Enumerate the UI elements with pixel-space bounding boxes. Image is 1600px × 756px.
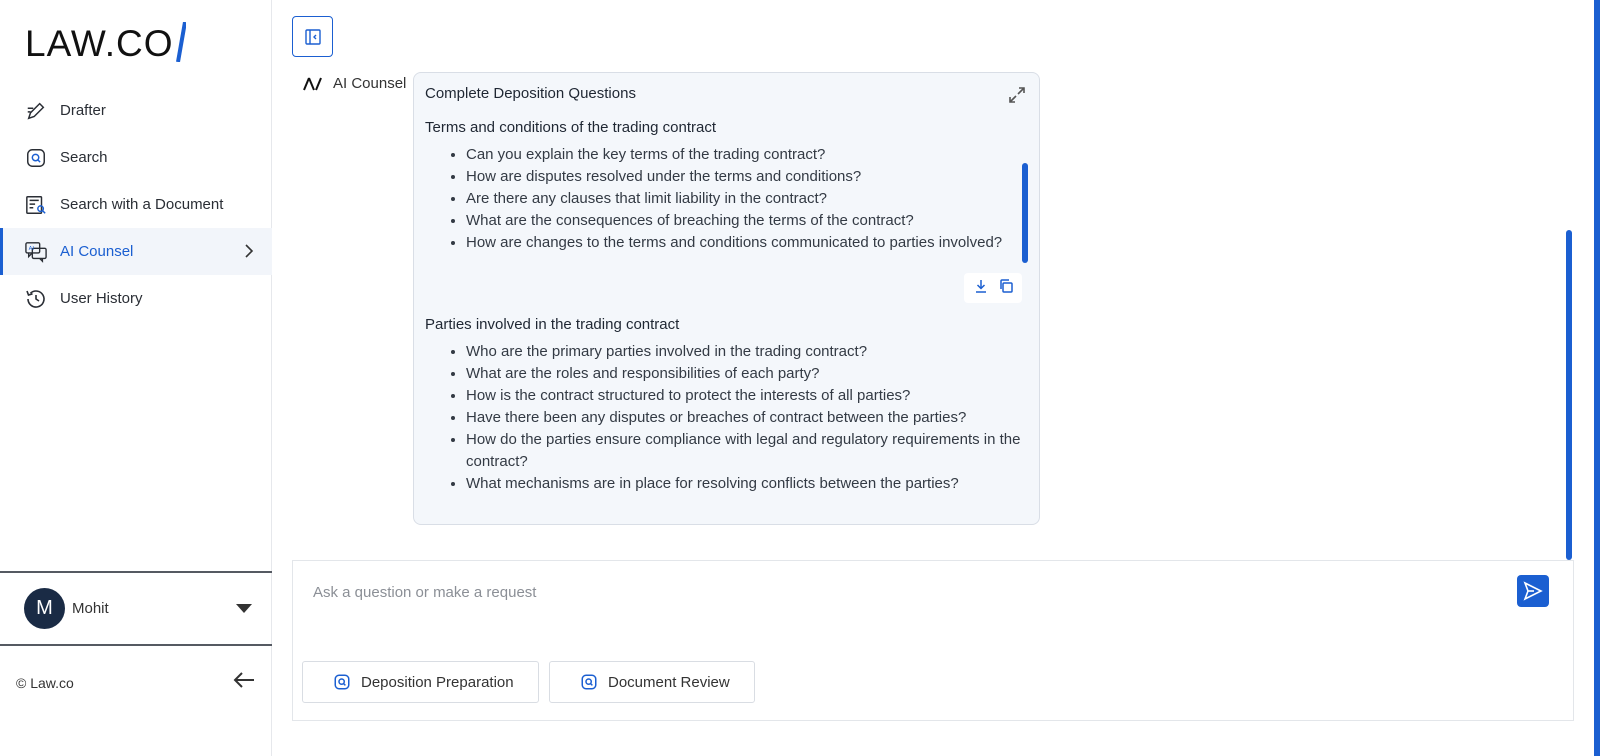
chip-document-review[interactable] — [549, 661, 755, 703]
list-item: • Who are the primary parties involved in the trading contract? — [466, 341, 1026, 363]
sidebar-item-label: Search with a Document — [60, 196, 224, 213]
prompt-input[interactable] — [313, 581, 1463, 603]
composer — [292, 560, 1574, 721]
list-item: • Are there any clauses that limit liability in the contract? — [466, 188, 1039, 210]
logo[interactable] — [25, 20, 186, 62]
logo-slash-icon — [176, 22, 186, 62]
ai-counsel-logo-icon — [303, 74, 323, 92]
list-item: • How is the contract structured to protect the interests of all parties? — [466, 385, 1026, 407]
chip-label: Document Review — [608, 673, 730, 691]
list-item: • What mechanisms are in place for resolving conflicts between the parties? — [466, 473, 1026, 495]
user-menu[interactable] — [0, 571, 272, 646]
logo-text: LAW.CO — [25, 23, 174, 64]
history-icon — [24, 287, 48, 311]
pen-icon — [24, 99, 48, 123]
question-list — [466, 341, 1026, 495]
document-search-icon — [24, 193, 48, 217]
caret-down-icon[interactable] — [236, 604, 252, 613]
section-parties — [414, 316, 1039, 495]
page-scrollbar[interactable] — [1566, 230, 1572, 560]
sidebar-item-label: Drafter — [60, 102, 106, 119]
sidebar-item-drafter[interactable] — [0, 87, 272, 134]
list-item: • Have there been any disputes or breaches of contract between the parties? — [466, 407, 1026, 429]
sidebar-item-label: Search — [60, 149, 108, 166]
list-item: • How are changes to the terms and conditions communicated to parties involved? — [466, 232, 1039, 254]
panel-collapse-icon — [304, 28, 322, 46]
bot-name: AI Counsel — [333, 74, 407, 92]
sidebar-item-search-with-document[interactable] — [0, 181, 272, 228]
search-icon — [333, 673, 351, 691]
sidebar-footer — [16, 670, 256, 695]
copyright: © Law.co — [16, 674, 74, 691]
list-item: • How are disputes resolved under the terms and conditions? — [466, 166, 1039, 188]
chip-deposition-preparation[interactable] — [302, 661, 539, 703]
chip-label: Deposition Preparation — [361, 673, 514, 691]
expand-icon[interactable] — [1007, 85, 1027, 110]
user-name: Mohit — [72, 600, 109, 617]
section-title: Parties involved in the trading contract — [425, 316, 680, 333]
window-edge-bar — [1594, 0, 1600, 756]
search-icon — [24, 146, 48, 170]
download-icon[interactable] — [973, 278, 989, 299]
list-item: • How do the parties ensure compliance with legal and regulatory requirements in the contract? — [466, 429, 1026, 473]
question-list — [466, 144, 1039, 254]
svg-text:AI: AI — [28, 245, 35, 252]
chevron-right-icon — [244, 243, 254, 264]
sidebar-item-label: User History — [60, 290, 143, 307]
message-actions — [964, 273, 1022, 303]
send-button[interactable] — [1517, 575, 1549, 607]
avatar: M — [24, 588, 65, 629]
list-item: • Can you explain the key terms of the trading contract? — [466, 144, 1039, 166]
copy-icon[interactable] — [998, 278, 1014, 299]
search-icon — [580, 673, 598, 691]
card-title: Complete Deposition Questions — [425, 85, 636, 102]
send-icon — [1522, 580, 1544, 602]
section-title: Terms and conditions of the trading contract — [425, 119, 716, 136]
list-item: • What are the consequences of breaching the terms of the contract? — [466, 210, 1039, 232]
sidebar-item-search[interactable] — [0, 134, 272, 181]
sidebar-item-user-history[interactable] — [0, 275, 272, 322]
bot-label — [303, 74, 406, 92]
sidebar-item-ai-counsel[interactable] — [0, 228, 272, 275]
list-item: • What are the roles and responsibilities of each party? — [466, 363, 1026, 385]
sidebar — [0, 0, 272, 756]
response-card — [413, 72, 1040, 525]
collapse-arrow-left-icon[interactable] — [232, 670, 256, 695]
section-terms — [414, 119, 1039, 254]
sidebar-nav — [0, 87, 272, 322]
sidebar-toggle-button[interactable] — [292, 16, 333, 57]
ai-chat-icon — [24, 240, 48, 264]
sidebar-item-label: AI Counsel — [60, 243, 134, 260]
